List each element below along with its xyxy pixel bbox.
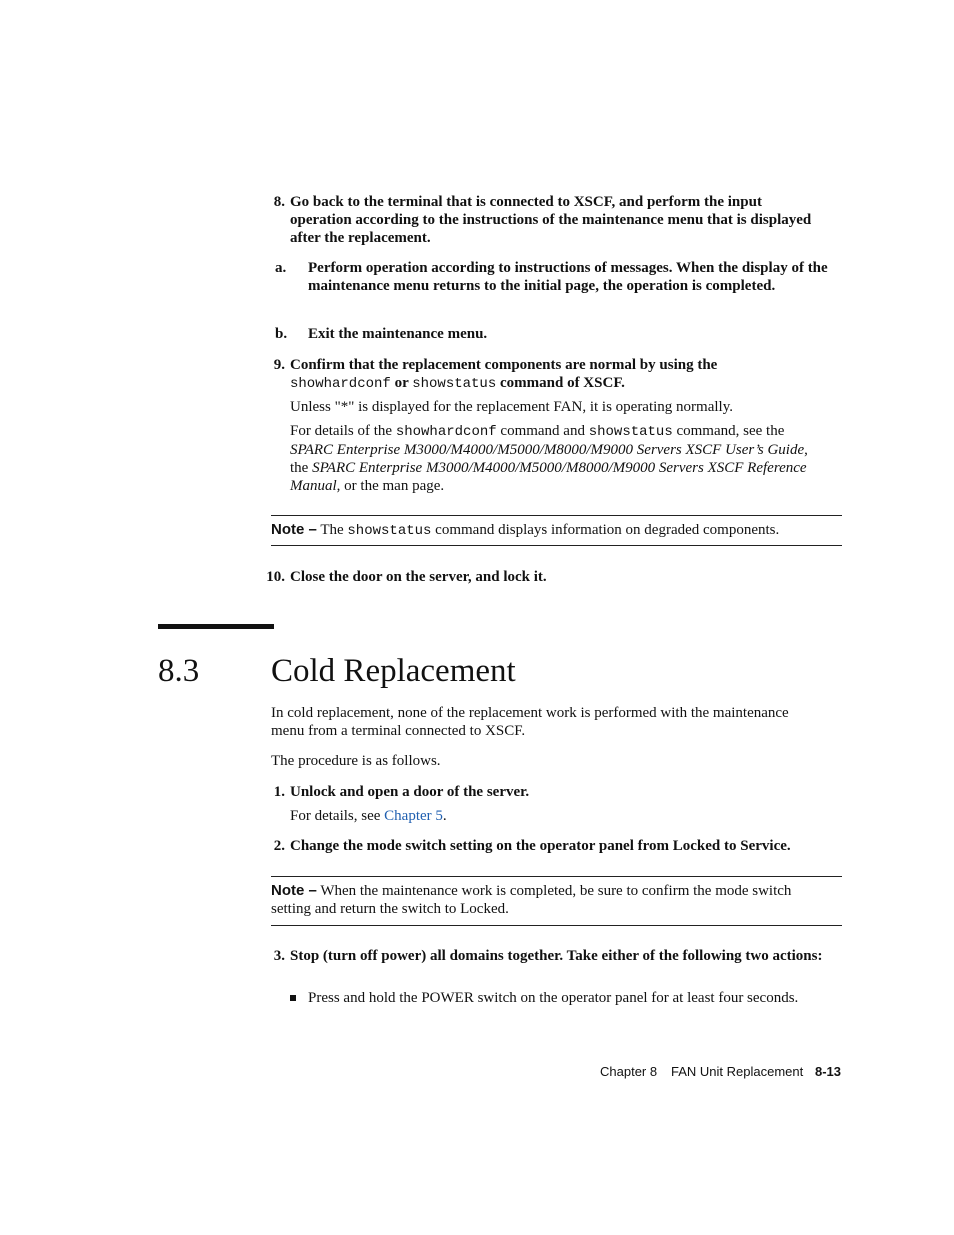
note-1-cmd-showstatus: showstatus xyxy=(347,523,432,539)
para-2-the: the xyxy=(290,460,309,476)
step-10-number: 10. xyxy=(266,569,285,585)
note-1-label: Note – xyxy=(271,521,317,538)
para-2-text-c: command, see the xyxy=(676,423,785,439)
note-1 xyxy=(271,521,846,540)
section-intro: In cold replacement, none of the replacement work is performed with the maintenance menu from a terminal connected to XSCF. xyxy=(271,705,789,739)
para-2-comma: , xyxy=(804,442,808,458)
para-2-cmd-showhardconf: showhardconf xyxy=(395,424,497,440)
step-8-number: 8. xyxy=(273,194,285,210)
note-1-top-rule xyxy=(271,515,842,516)
para-2-cmd-showstatus: showstatus xyxy=(588,424,673,440)
cold-step-1-detail xyxy=(290,807,840,825)
step-9-number: 9. xyxy=(273,357,285,373)
xscf-reference-title: SPARC Enterprise M3000/M4000/M5000/M8000/M9000 Servers XSCF Reference xyxy=(312,460,807,476)
bullet-square-icon xyxy=(290,995,296,1001)
cold-step-1-detail-post: . xyxy=(442,808,447,824)
step-8a-label: a. xyxy=(275,260,287,276)
cold-step-3-number: 3. xyxy=(273,948,285,964)
section-number: 8.3 xyxy=(158,653,200,689)
note-1-post: command displays information on degraded components. xyxy=(435,522,780,538)
section-title: Cold Replacement xyxy=(271,653,516,689)
note-2-bottom-rule xyxy=(271,925,842,926)
cold-step-3-bullet-1: Press and hold the POWER switch on the operator panel for at least four seconds. xyxy=(308,990,799,1006)
cold-step-2-number: 2. xyxy=(273,838,285,854)
chapter-5-link[interactable]: Chapter 5 xyxy=(384,808,443,824)
step-8-text: Go back to the terminal that is connected to XSCF, and perform the input operation according to the instructions of the maintenance menu that is displayed after the replacement. xyxy=(290,194,812,246)
cold-step-3-text: Stop (turn off power) all domains together. Take either of the following two actions: xyxy=(290,948,823,964)
para-2-text-a: For details of the xyxy=(290,423,393,439)
note-2-text: When the maintenance work is completed, be sure to confirm the mode switch setting and return the switch to Locked. xyxy=(271,883,792,917)
step-8a-text: Perform operation according to instructions of messages. When the display of the maintenance menu returns to the initial page, the operation is completed. xyxy=(308,260,828,294)
step-10-text: Close the door on the server, and lock it. xyxy=(290,569,547,585)
note-2-label: Note – xyxy=(271,882,317,899)
note-2 xyxy=(271,882,831,918)
footer-title: FAN Unit Replacement xyxy=(671,1064,804,1079)
note-1-bottom-rule xyxy=(271,545,842,546)
footer-chapter: Chapter 8 xyxy=(600,1064,658,1079)
step-9-or: or xyxy=(394,375,409,391)
cold-step-1-text: Unlock and open a door of the server. xyxy=(290,784,530,800)
section-heading-bar xyxy=(158,624,274,629)
step-9-cmd-showstatus: showstatus xyxy=(412,376,497,392)
xscf-users-guide-title: SPARC Enterprise M3000/M4000/M5000/M8000/M9000 Servers XSCF User’s Guide xyxy=(290,442,805,458)
para-2-end: , or the man page. xyxy=(336,478,445,494)
step-9-text-start: Confirm that the replacement components are normal by using the xyxy=(290,357,718,373)
note-1-pre: The xyxy=(320,522,344,538)
note-2-top-rule xyxy=(271,876,842,877)
step-9-text-end: command of XSCF. xyxy=(499,375,625,391)
procedure-intro: The procedure is as follows. xyxy=(271,753,441,769)
footer-page-number: 8-13 xyxy=(815,1064,842,1079)
xscf-reference-title-end: Manual xyxy=(290,478,337,494)
step-8b-text: Exit the maintenance menu. xyxy=(308,326,488,342)
step-9-para-1: Unless "*" is displayed for the replacement FAN, it is operating normally. xyxy=(290,399,733,415)
cold-step-1-detail-pre: For details, see xyxy=(290,808,381,824)
step-8b-label: b. xyxy=(275,326,288,342)
step-9-cmd-showhardconf: showhardconf xyxy=(290,376,391,392)
step-9-para-2 xyxy=(290,422,842,495)
cold-step-1-number: 1. xyxy=(273,784,285,800)
cold-step-2-text: Change the mode switch setting on the operator panel from Locked to Service. xyxy=(290,838,791,854)
para-2-text-b: command and xyxy=(500,423,585,439)
step-9-text xyxy=(290,356,840,393)
